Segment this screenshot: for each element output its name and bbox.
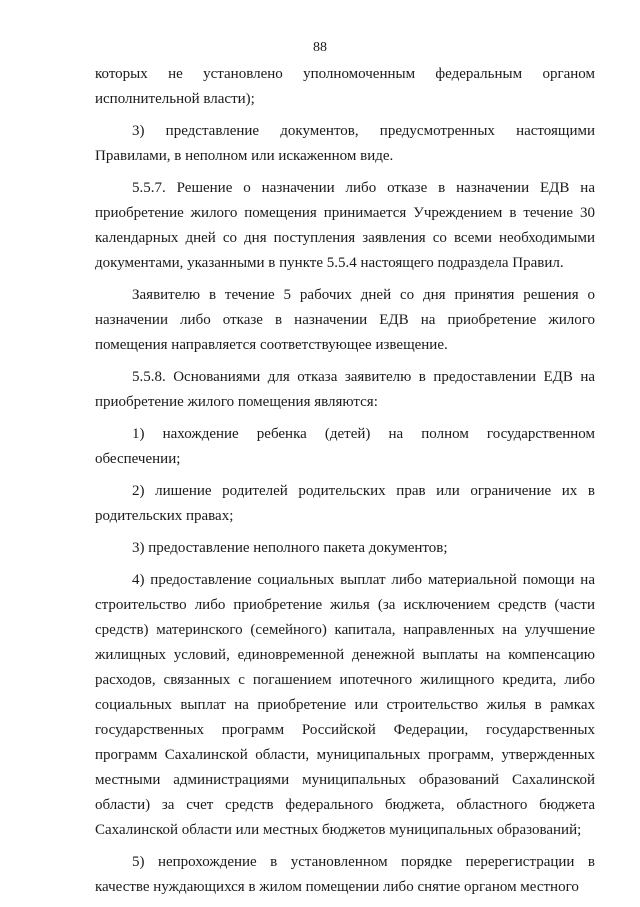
- paragraph-reason-4: 4) предоставление социальных выплат либо материальной помощи на строительство либо приобретение жилья (за исключением средств (части средств) материнского (семейного) капитала, направленных на улучшение жилищных условий, единовременной денежной выплаты на компенсацию расходов, связанных с погашением ипотечного жилищного кредита, либо социальных выплат на приобретение или строительство жилья в рамках государственных программ Российской Федерации, государственных программ Сахалинской области, муниципальных программ, утвержденных местными администрациями муниципальных образований Сахалинской области) за счет средств федерального бюджета, областного бюджета Сахалинской области или местных бюджетов муниципальных образований;: [95, 572, 595, 838]
- page-number: 88: [313, 40, 327, 55]
- paragraph-reason-2: 2) лишение родителей родительских прав или ограничение их в родительских правах;: [95, 483, 595, 524]
- paragraph-5-5-7: 5.5.7. Решение о назначении либо отказе в назначении ЕДВ на приобретение жилого помещения принимается Учреждением в течение 30 календарных дней со дня поступления заявления со всеми необходимыми документами, указанными в пункте 5.5.4 настоящего подраздела Правил.: [95, 180, 595, 271]
- paragraph-item-3-incomplete-documents: 3) представление документов, предусмотренных настоящими Правилами, в неполном или искаженном виде.: [95, 123, 595, 164]
- paragraph-reason-1: 1) нахождение ребенка (детей) на полном государственном обеспечении;: [95, 426, 595, 467]
- paragraph-reason-5: 5) непрохождение в установленном порядке перерегистрации в качестве нуждающихся в жилом помещении либо снятие органом местного: [95, 854, 595, 895]
- paragraph-continuation: которых не установлено уполномоченным федеральным органом исполнительной власти);: [95, 66, 595, 107]
- document-body: [95, 62, 595, 907]
- paragraph-reason-3: 3) предоставление неполного пакета документов;: [132, 540, 448, 556]
- paragraph-applicant-notice: Заявителю в течение 5 рабочих дней со дня принятия решения о назначении либо отказе в назначении ЕДВ на приобретение жилого помещения направляется соответствующее извещение.: [95, 287, 595, 353]
- paragraph-5-5-8: 5.5.8. Основаниями для отказа заявителю в предоставлении ЕДВ на приобретение жилого помещения являются:: [95, 369, 595, 410]
